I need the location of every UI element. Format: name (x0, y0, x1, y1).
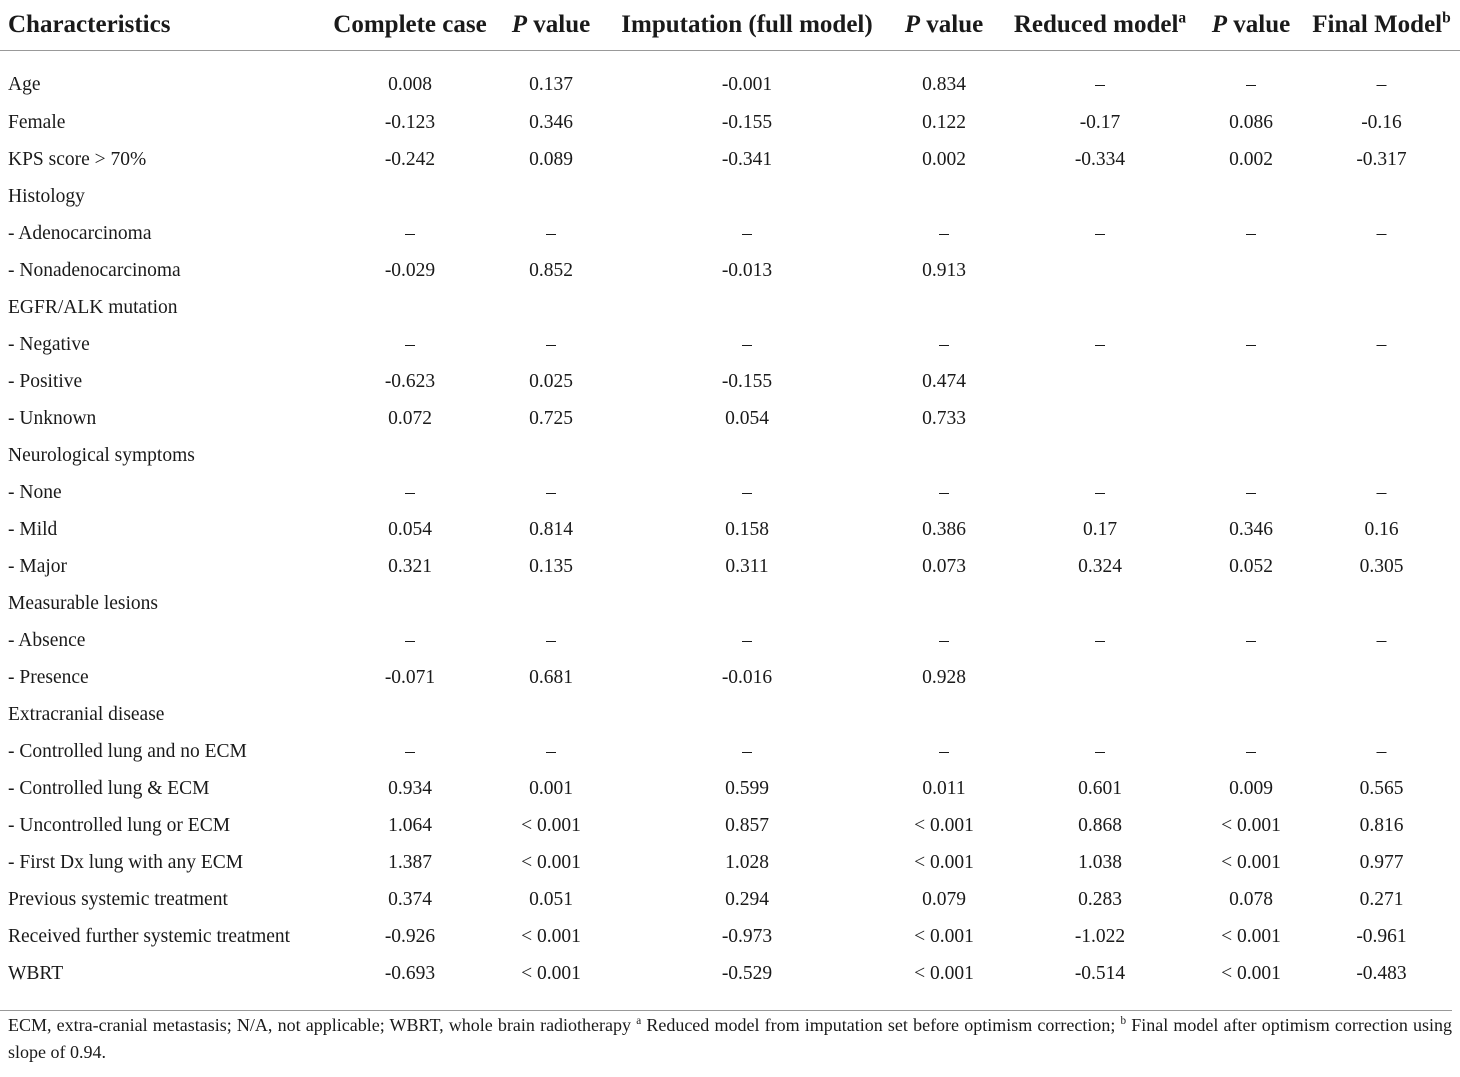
row-label: - Unknown (8, 407, 97, 429)
table-row (0, 104, 1460, 141)
table-cell: 0.078 (1229, 888, 1273, 910)
row-label: Extracranial disease (8, 703, 165, 725)
table-cell: -0.155 (721, 111, 773, 133)
table-cell (1303, 400, 1460, 437)
table-cell: -0.16 (1361, 111, 1402, 133)
table-cell (1199, 252, 1303, 289)
table-cell: 0.816 (1359, 814, 1404, 836)
table-cell: – (405, 629, 415, 651)
table-cell: 0.158 (725, 518, 769, 540)
table-cell: 0.054 (725, 407, 769, 429)
table-row (0, 622, 1460, 659)
table-cell (1199, 363, 1303, 400)
table-cell: -1.022 (1074, 925, 1126, 947)
table-cell: 0.16 (1364, 518, 1399, 540)
table-row (0, 844, 1460, 881)
row-label: - Absence (8, 629, 86, 651)
header-characteristics: Characteristics (8, 11, 171, 38)
table-cell (607, 696, 887, 733)
table-row (0, 178, 1460, 215)
table-row (0, 918, 1460, 955)
table-cell: 0.977 (1359, 851, 1404, 873)
table-cell: 0.011 (922, 777, 966, 799)
table-cell (1001, 289, 1199, 326)
table-cell: – (546, 740, 556, 762)
table-cell: < 0.001 (914, 925, 974, 947)
table-cell: 0.089 (529, 148, 573, 170)
table-cell: -0.334 (1074, 148, 1126, 170)
table-cell (1001, 696, 1199, 733)
table-cell: – (1376, 481, 1387, 503)
header-p-value-2: P value (904, 11, 984, 38)
table-cell: – (1376, 333, 1387, 355)
row-label: - Presence (8, 666, 89, 688)
table-cell (1001, 659, 1199, 696)
table-cell: < 0.001 (914, 851, 974, 873)
table-cell: 0.474 (922, 370, 966, 392)
table-cell: – (939, 333, 949, 355)
table-cell: – (1095, 73, 1105, 95)
table-cell (607, 178, 887, 215)
table-cell (495, 696, 607, 733)
table-cell: – (1246, 333, 1256, 355)
table-row (0, 659, 1460, 696)
table-cell: < 0.001 (521, 814, 581, 836)
table-cell (1001, 437, 1199, 474)
table-cell: 0.305 (1359, 555, 1404, 577)
table-cell: – (1376, 629, 1387, 651)
table-cell: < 0.001 (1221, 851, 1281, 873)
table-cell: < 0.001 (521, 925, 581, 947)
table-cell: -0.514 (1074, 962, 1126, 984)
table-cell: 1.028 (725, 851, 769, 873)
table-cell: – (1246, 629, 1256, 651)
table-cell: -0.693 (384, 962, 436, 984)
table-cell: < 0.001 (914, 962, 974, 984)
table-cell: 0.294 (725, 888, 769, 910)
table-row (0, 437, 1460, 474)
table-cell: – (546, 629, 556, 651)
table-cell: 1.064 (388, 814, 432, 836)
table-row (0, 585, 1460, 622)
table-cell (1199, 585, 1303, 622)
table-cell: -0.926 (384, 925, 436, 947)
table-cell: 0.079 (922, 888, 966, 910)
table-cell: – (1246, 222, 1256, 244)
table-cell: 0.374 (388, 888, 432, 910)
table-cell: 0.122 (922, 111, 966, 133)
table-cell: 0.002 (1229, 148, 1273, 170)
table-cell (1199, 437, 1303, 474)
table-cell: -0.317 (1356, 148, 1407, 170)
table-cell: – (546, 222, 556, 244)
header-final-model: Final Model$^b$ (1312, 9, 1451, 38)
table-cell (1303, 363, 1460, 400)
table-cell (1001, 178, 1199, 215)
row-label: - Mild (8, 518, 58, 540)
table-cell: 0.565 (1359, 777, 1404, 799)
header-complete-case: Complete case (333, 11, 487, 38)
table-cell: 0.928 (922, 666, 966, 688)
table-row (0, 252, 1460, 289)
table-cell: 0.009 (1229, 777, 1273, 799)
row-label: - Controlled lung & ECM (8, 777, 210, 799)
table-cell: 0.073 (922, 555, 966, 577)
table-row (0, 881, 1460, 918)
table-row (0, 141, 1460, 178)
table-cell (607, 585, 887, 622)
table-cell: 0.008 (388, 73, 432, 95)
table-cell: 0.868 (1078, 814, 1122, 836)
table-cell: – (1095, 222, 1105, 244)
table-cell (1199, 289, 1303, 326)
row-label: Histology (8, 185, 85, 207)
table-cell: 0.271 (1359, 888, 1404, 910)
table-cell (325, 289, 495, 326)
table-row (0, 511, 1460, 548)
table-cell: – (742, 333, 752, 355)
table-cell: 0.321 (388, 555, 432, 577)
table-cell (495, 585, 607, 622)
table-row (0, 696, 1460, 733)
table-row (0, 474, 1460, 511)
table-cell: – (1376, 222, 1387, 244)
table-cell: 0.733 (922, 407, 966, 429)
table-cell (495, 178, 607, 215)
row-label: - None (8, 481, 62, 503)
table-row (0, 548, 1460, 585)
table-cell: – (405, 333, 415, 355)
table-row (0, 215, 1460, 252)
table-cell (1303, 696, 1460, 733)
table-cell: 0.311 (725, 555, 769, 577)
table-cell (1001, 585, 1199, 622)
table-cell: – (939, 481, 949, 503)
table-cell: 1.038 (1078, 851, 1122, 873)
table-cell: -0.013 (721, 259, 773, 281)
table-cell (495, 289, 607, 326)
table-cell: – (1246, 73, 1256, 95)
table-cell: -0.529 (721, 962, 773, 984)
table-cell: 0.599 (725, 777, 769, 799)
row-label: - Positive (8, 370, 83, 392)
table-cell: -0.155 (721, 370, 773, 392)
row-label: - Major (8, 555, 68, 577)
table-cell: < 0.001 (521, 962, 581, 984)
table-cell: – (742, 740, 752, 762)
table-cell: 0.052 (1229, 555, 1273, 577)
table-cell (325, 585, 495, 622)
table-cell: – (939, 629, 949, 651)
row-label: - Nonadenocarcinoma (8, 259, 181, 281)
table-cell: – (1095, 333, 1105, 355)
table-cell: – (546, 481, 556, 503)
table-cell: 0.814 (529, 518, 573, 540)
table-cell: -0.17 (1079, 111, 1121, 133)
table-cell: 0.324 (1078, 555, 1122, 577)
table-cell: 0.834 (922, 73, 966, 95)
table-cell: -0.961 (1356, 925, 1407, 947)
row-label: EGFR/ALK mutation (8, 296, 178, 318)
table-cell: 0.852 (529, 259, 573, 281)
table-cell (607, 437, 887, 474)
table-cell (1001, 363, 1199, 400)
table-cell: 0.002 (922, 148, 966, 170)
table-cell (1303, 289, 1460, 326)
table-cell: -0.341 (721, 148, 773, 170)
table-cell (887, 178, 1001, 215)
table-cell (325, 178, 495, 215)
table-cell (1303, 659, 1460, 696)
table-cell: – (742, 629, 752, 651)
table-cell: 0.386 (922, 518, 966, 540)
table-cell (1199, 178, 1303, 215)
table-cell: -0.483 (1356, 962, 1407, 984)
table-cell: -0.071 (384, 666, 436, 688)
table-cell: < 0.001 (914, 814, 974, 836)
table-cell: – (939, 222, 949, 244)
table-row (0, 807, 1460, 844)
table-cell: – (405, 222, 415, 244)
table-cell (1199, 696, 1303, 733)
table-row (0, 326, 1460, 363)
table-row (0, 363, 1460, 400)
table-cell (1303, 178, 1460, 215)
row-label: Age (8, 73, 41, 95)
table-cell: 0.051 (529, 888, 573, 910)
row-label: KPS score > 70% (8, 148, 147, 170)
header-reduced-model: Reduced model$^a$ (1013, 9, 1187, 38)
table-cell (1199, 659, 1303, 696)
row-label: - First Dx lung with any ECM (8, 851, 244, 873)
row-label: - Adenocarcinoma (8, 222, 152, 244)
table-cell: < 0.001 (1221, 925, 1281, 947)
table-cell: 0.681 (529, 666, 573, 688)
table-cell: 0.072 (388, 407, 432, 429)
table-cell (887, 289, 1001, 326)
table-cell (887, 437, 1001, 474)
table-cell: – (1246, 740, 1256, 762)
row-label: - Negative (8, 333, 90, 355)
table-cell: 0.137 (529, 73, 573, 95)
table-cell: -0.029 (384, 259, 436, 281)
table-cell: – (1246, 481, 1256, 503)
table-cell: – (1095, 481, 1105, 503)
table-cell: < 0.001 (521, 851, 581, 873)
table-row (0, 289, 1460, 326)
table-footnote: ECM, extra-cranial metastasis; N/A, not applicable; WBRT, whole brain radiotherapy $^a$ Reduced model from imputation set before optimism correction; $^b$ Final model after optimism correction using slope of 0.94. (8, 1015, 1452, 1062)
table-row (0, 770, 1460, 807)
table-cell: – (742, 481, 752, 503)
table-cell: -0.242 (384, 148, 436, 170)
table-cell: – (1376, 73, 1387, 95)
table-cell: < 0.001 (1221, 962, 1281, 984)
table-body (0, 51, 1460, 993)
row-label: WBRT (8, 962, 64, 984)
table-cell: 0.346 (1229, 518, 1273, 540)
table-cell (887, 696, 1001, 733)
table-cell (1001, 252, 1199, 289)
table-row (0, 51, 1460, 105)
table-row (0, 400, 1460, 437)
table-cell: 0.025 (529, 370, 573, 392)
table-cell: – (405, 481, 415, 503)
table-cell (607, 289, 887, 326)
header-p-value-1: P value (511, 11, 591, 38)
table-cell: 0.283 (1078, 888, 1122, 910)
table-cell: – (405, 740, 415, 762)
table-cell: 0.725 (529, 407, 573, 429)
table-cell: – (546, 333, 556, 355)
table-cell: – (939, 740, 949, 762)
table-cell (1303, 252, 1460, 289)
row-label: Measurable lesions (8, 592, 159, 614)
table-cell: 0.913 (922, 259, 966, 281)
row-label: Neurological symptoms (8, 444, 195, 466)
table-cell (887, 585, 1001, 622)
table-cell (1303, 437, 1460, 474)
table-cell (325, 437, 495, 474)
table-cell (1303, 585, 1460, 622)
table-cell (325, 696, 495, 733)
table-cell: -0.623 (384, 370, 436, 392)
table-cell: 0.601 (1078, 777, 1122, 799)
row-label: - Controlled lung and no ECM (8, 740, 247, 762)
bottom-rule (0, 1010, 1452, 1011)
table-cell (1199, 400, 1303, 437)
table-row (0, 733, 1460, 770)
table-cell: -0.001 (721, 73, 773, 95)
table-cell: – (1376, 740, 1387, 762)
table-cell: -0.973 (721, 925, 773, 947)
table-row (0, 955, 1460, 992)
table-cell: -0.016 (721, 666, 773, 688)
table-cell: 0.934 (388, 777, 432, 799)
row-label: - Uncontrolled lung or ECM (8, 814, 231, 836)
table-cell: 0.857 (725, 814, 769, 836)
table-cell (1001, 400, 1199, 437)
row-label: Previous systemic treatment (8, 888, 228, 910)
table-cell: – (742, 222, 752, 244)
table-cell: 0.001 (529, 777, 573, 799)
table-cell: 0.135 (529, 555, 573, 577)
table-cell: 0.17 (1082, 518, 1118, 540)
table-cell: -0.123 (384, 111, 436, 133)
table-cell: 1.387 (388, 851, 432, 873)
table-cell: 0.054 (388, 518, 432, 540)
row-label: Female (8, 111, 66, 133)
table-cell: 0.346 (529, 111, 573, 133)
table-cell (495, 437, 607, 474)
table-cell: – (1095, 629, 1105, 651)
table-cell: < 0.001 (1221, 814, 1281, 836)
table-cell: – (1095, 740, 1105, 762)
row-label: Received further systemic treatment (8, 925, 291, 947)
table-cell: 0.086 (1229, 111, 1273, 133)
header-imputation: Imputation (full model) (621, 11, 873, 38)
header-row (0, 0, 1460, 51)
header-p-value-3: P value (1211, 11, 1291, 38)
